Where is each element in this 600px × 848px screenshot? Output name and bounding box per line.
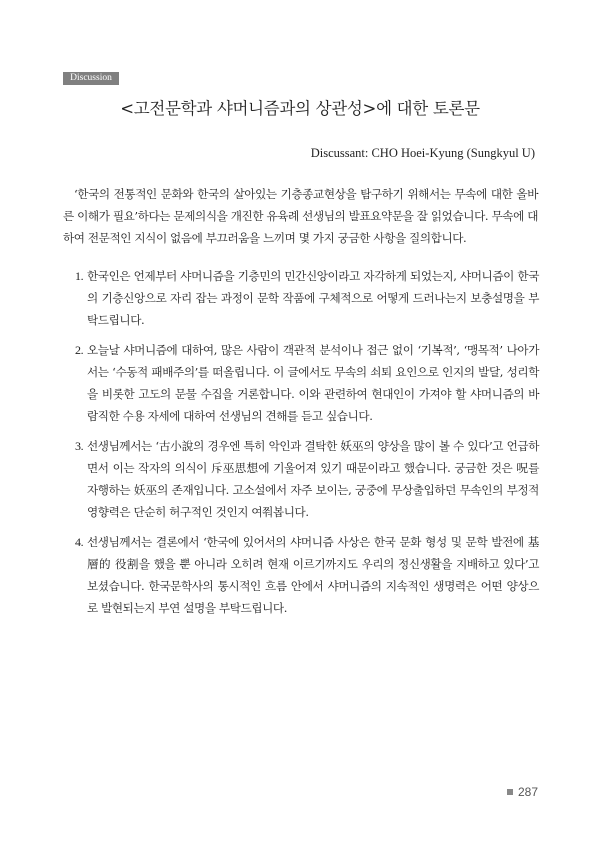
discussant-line: Discussant: CHO Hoei-Kyung (Sungkyul U)	[310, 146, 535, 160]
question-number: 3.	[75, 439, 84, 453]
question-number: 1.	[75, 269, 84, 283]
question-text: 선생님께서는 ‘古小說의 경우엔 특히 악인과 결탁한 妖巫의 양상을 많이 볼 수 있다’고 언급하면서 이는 작자의 의식이 斥巫思想에 기울어져 있기 때문이라고 했습니다. 궁금한 것은 呪를 자행하는 妖巫의 존재입니다. 고소설에서 자주 보이는, 궁중에 무상출입하던 무속인의 부정적 영향력은 단순히 허구적인 것인지 여쭤봅니다.	[87, 439, 539, 519]
question-text: 한국인은 언제부터 샤머니즘을 기층민의 민간신앙이라고 자각하게 되었는지, 샤머니즘이 한국의 기층신앙으로 자리 잡는 과정이 문학 작품에 구체적으로 어떻게 드러나는지 보충설명을 부탁드립니다.	[87, 269, 539, 327]
section-tag: Discussion	[63, 72, 119, 85]
intro-paragraph: ‘한국의 전통적인 문화와 한국의 살아있는 기층종교현상을 탐구하기 위해서는 무속에 대한 올바른 이해가 필요’하다는 문제의식을 개진한 유육례 선생님의 발표요약문을 잘 읽었습니다. 무속에 대하여 전문적인 지식이 없음에 부끄러움을 느끼며 몇 가지 궁금한 사항을 질의합니다.	[63, 187, 538, 245]
question-number: 4.	[75, 535, 84, 549]
page-number-text: 287	[517, 785, 538, 799]
page-title: <고전문학과 샤머니즘과의 상관성>에 대한 토론문	[120, 99, 480, 118]
question-item-3	[63, 435, 539, 523]
question-number: 2.	[75, 343, 84, 357]
question-list	[63, 265, 539, 627]
page-number	[507, 785, 538, 799]
square-bullet-icon	[507, 789, 513, 795]
question-text: 선생님께서는 결론에서 ‘한국에 있어서의 샤머니즘 사상은 한국 문화 형성 및 문학 발전에 基層的 役割을 했을 뿐 아니라 오히려 현재 이르기까지도 우리의 정신생활을 지배하고 있다’고 보셨습니다. 한국문학사의 통시적인 흐름 안에서 샤머니즘의 지속적인 생명력은 어떤 양상으로 발현되는지 부연 설명을 부탁드립니다.	[87, 535, 539, 615]
question-item-2	[63, 339, 539, 427]
question-item-1	[63, 265, 539, 331]
question-text: 오늘날 샤머니즘에 대하여, 많은 사람이 객관적 분석이나 접근 없이 ‘기복적’, ‘맹목적’ 나아가서는 ‘수동적 패배주의’를 떠올립니다. 이 글에서도 무속의 쇠퇴 요인으로 인지의 발달, 성리학을 비롯한 고도의 문물 수집을 거론합니다. 이와 관련하여 현대인이 가져야 할 샤머니즘의 바람직한 수용 자세에 대하여 선생님의 견해를 듣고 싶습니다.	[87, 343, 539, 423]
question-item-4	[63, 531, 539, 619]
